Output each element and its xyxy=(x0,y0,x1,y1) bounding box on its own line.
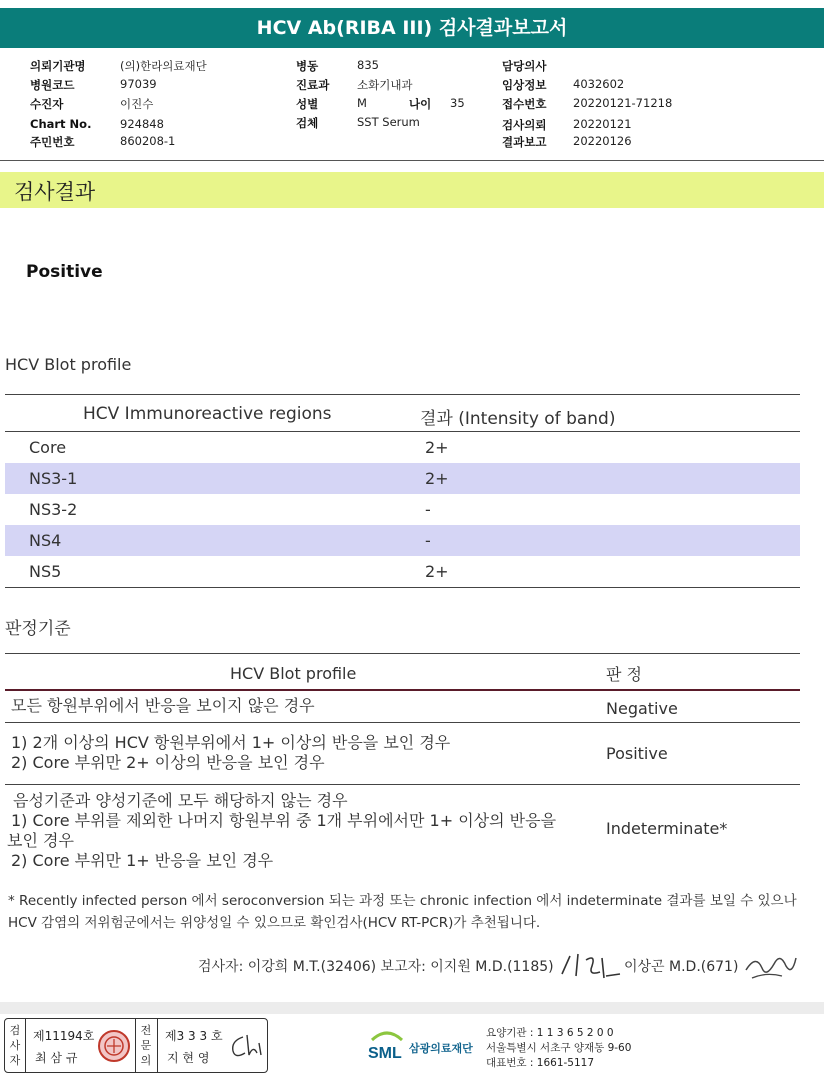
logo-text: SML xyxy=(368,1045,402,1062)
blot-profile-title: HCV Blot profile xyxy=(5,355,132,374)
info-label-result-report: 결과보고 xyxy=(502,135,547,149)
region-cell: NS4 xyxy=(29,531,62,550)
table-row xyxy=(5,432,800,463)
stamp-cert-no-2: 제3 3 3 호 xyxy=(165,1029,223,1043)
footnote: * Recently infected person 에서 seroconversion 되는 과정 또는 chronic infection 에서 indeterminate 결과를 보일 수 있으나 HCV 감염의 저위험군에서는 위양성일 수 있으므로 확인검사(HCV RT-PCR)가 추천됩니다. xyxy=(8,893,797,931)
blot-profile-table xyxy=(5,394,800,588)
info-divider xyxy=(0,160,824,161)
info-value-hospital-code: 97039 xyxy=(120,77,157,91)
patient-info-block xyxy=(0,56,824,156)
info-value-receipt-no: 20220121-71218 xyxy=(573,96,673,110)
stamp-name-1: 최 삼 규 xyxy=(35,1051,78,1065)
report-title: HCV Ab(RIBA III) 검사결과보고서 xyxy=(0,8,824,48)
info-label-specimen: 검체 xyxy=(296,116,319,130)
section-title: 검사결과 xyxy=(14,180,96,204)
info-value-department: 소화기내과 xyxy=(357,78,413,92)
condition-line: 2) Core 부위만 2+ 이상의 반응을 보인 경우 xyxy=(11,753,325,772)
criteria-table xyxy=(5,653,800,873)
specialist-signature xyxy=(227,1031,265,1061)
condition-line: 음성기준과 양성기준에 모두 해당하지 않는 경우 xyxy=(13,791,348,810)
criteria-judgement: Negative xyxy=(606,699,678,718)
condition-line: 보인 경우 xyxy=(7,831,74,850)
criteria-row-indeterminate xyxy=(5,785,800,873)
criteria-judgement: Positive xyxy=(606,744,668,763)
info-value-age: 35 xyxy=(450,96,465,110)
stamp-col-label: 전 문 의 xyxy=(140,1024,152,1067)
stamp-col-label: 검 사 자 xyxy=(9,1024,21,1067)
criteria-condition xyxy=(11,696,315,716)
stamp-cert-no-1: 제11194호 xyxy=(33,1029,95,1043)
intensity-cell: 2+ xyxy=(425,562,449,581)
region-cell: NS5 xyxy=(29,562,62,581)
criteria-title: 판정기준 xyxy=(5,619,71,639)
intensity-cell: - xyxy=(425,531,431,550)
header-judgement: 판 정 xyxy=(606,665,642,684)
header-regions: HCV Immunoreactive regions xyxy=(83,404,332,424)
institution-address: 서울특별시 서초구 양재동 9-60 xyxy=(486,1042,632,1054)
tester: 검사자: 이강희 M.T.(32406) xyxy=(198,959,377,975)
info-value-patient: 이진수 xyxy=(120,97,154,111)
table-row xyxy=(5,556,800,587)
institution-phone: 대표번호 : 1661-5117 xyxy=(486,1057,595,1069)
institution-name: 삼광의료재단 xyxy=(409,1042,473,1055)
stamp-divider xyxy=(157,1019,158,1072)
region-cell: Core xyxy=(29,438,67,457)
table-row xyxy=(5,525,800,556)
table-row xyxy=(5,494,800,525)
criteria-condition xyxy=(11,733,450,773)
region-cell: NS3-1 xyxy=(29,469,78,488)
header-blot-profile: HCV Blot profile xyxy=(230,664,357,683)
info-value-chart-no: 924848 xyxy=(120,117,164,131)
seal-icon xyxy=(97,1029,131,1063)
criteria-row-positive xyxy=(5,723,800,785)
criteria-table-header xyxy=(5,653,800,691)
info-label-sex: 성별 xyxy=(296,97,319,111)
info-value-resident-no: 860208-1 xyxy=(120,134,176,148)
criteria-judgement: Indeterminate* xyxy=(606,819,728,838)
info-label-hospital-code: 병원코드 xyxy=(30,78,75,92)
certification-stamp-box xyxy=(4,1018,268,1073)
condition-line: 모든 항원부위에서 반응을 보이지 않은 경우 xyxy=(11,696,315,715)
institution-code: 요양기관 : 1 1 3 6 5 2 0 0 xyxy=(486,1027,614,1039)
stamp-divider xyxy=(25,1019,26,1072)
signers-line xyxy=(198,956,554,976)
table-bottom-rule xyxy=(5,587,800,588)
sml-logo-icon xyxy=(366,1028,408,1064)
intensity-cell: 2+ xyxy=(425,438,449,457)
info-label-department: 진료과 xyxy=(296,78,330,92)
region-cell: NS3-2 xyxy=(29,500,78,519)
info-value-clinical-info: 4032602 xyxy=(573,77,625,91)
info-value-requesting-institution: (의)한라의료재단 xyxy=(120,59,207,73)
criteria-row-negative xyxy=(5,691,800,723)
info-value-test-request: 20220121 xyxy=(573,117,632,131)
footer-divider xyxy=(0,1002,824,1014)
info-value-result-report: 20220126 xyxy=(573,134,632,148)
info-label-chart-no: Chart No. xyxy=(30,117,92,131)
info-label-test-request: 검사의뢰 xyxy=(502,118,547,132)
table-row xyxy=(5,463,800,494)
condition-line: 2) Core 부위만 1+ 반응을 보인 경우 xyxy=(11,851,274,870)
info-value-ward: 835 xyxy=(357,58,379,72)
stamp-name-2: 지 현 영 xyxy=(167,1051,210,1065)
info-label-ward: 병동 xyxy=(296,59,319,73)
info-label-requesting-institution: 의뢰기관명 xyxy=(30,59,86,73)
info-label-resident-no: 주민번호 xyxy=(30,135,75,149)
doctor: 이상곤 M.D.(671) xyxy=(624,959,739,975)
info-value-sex: M xyxy=(357,96,367,110)
info-label-patient: 수진자 xyxy=(30,97,64,111)
header-intensity: 결과 (Intensity of band) xyxy=(420,409,616,429)
section-header xyxy=(0,172,824,208)
condition-line: 1) Core 부위를 제외한 나머지 항원부위 중 1개 부위에서만 1+ 이상의 반응을 xyxy=(11,811,557,830)
doctor-signature xyxy=(742,948,800,984)
condition-line: 1) 2개 이상의 HCV 항원부위에서 1+ 이상의 반응을 보인 경우 xyxy=(11,733,451,752)
intensity-cell: - xyxy=(425,500,431,519)
info-label-attending-doctor: 담당의사 xyxy=(502,59,547,73)
info-value-specimen: SST Serum xyxy=(357,115,420,129)
info-label-receipt-no: 접수번호 xyxy=(502,97,547,111)
criteria-condition xyxy=(7,791,556,871)
institution-contact xyxy=(486,1026,631,1071)
info-label-age: 나이 xyxy=(409,97,432,111)
overall-result: Positive xyxy=(26,262,103,282)
reporter-signature xyxy=(556,950,624,982)
blot-table-header xyxy=(5,394,800,432)
intensity-cell: 2+ xyxy=(425,469,449,488)
reporter: 보고자: 이지원 M.D.(1185) xyxy=(380,959,554,975)
info-label-clinical-info: 임상정보 xyxy=(502,78,547,92)
